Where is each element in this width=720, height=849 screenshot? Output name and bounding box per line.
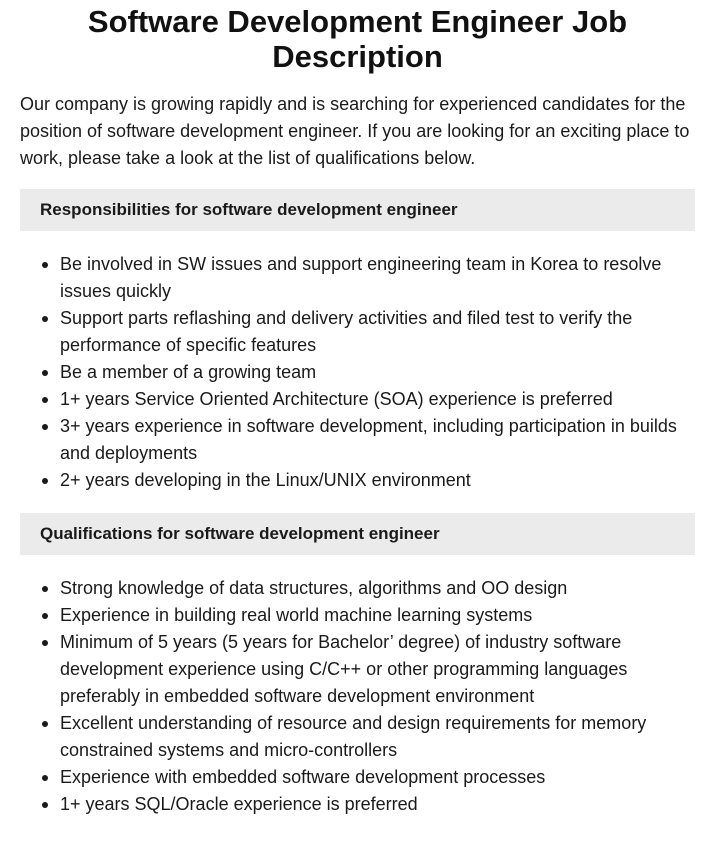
intro-paragraph: Our company is growing rapidly and is searching for experienced candidates for the position of software development engineer. If you are looking for an exciting place to work, please take a look at the list of qualifications below. [20,94,690,168]
list-item: 1+ years SQL/Oracle experience is preferred [20,791,695,818]
list-item: Excellent understanding of resource and design requirements for memory constrained systems and micro-controllers [20,710,695,764]
responsibilities-list [20,251,695,494]
list-item: Minimum of 5 years (5 years for Bachelor’ degree) of industry software development experience using C/C++ or other programming languages preferably in embedded software development environment [20,629,695,710]
list-item: Support parts reflashing and delivery activities and filed test to verify the performance of specific features [20,305,695,359]
qualifications-heading: Qualifications for software development engineer [20,513,695,555]
list-item: 1+ years Service Oriented Architecture (SOA) experience is preferred [20,386,695,413]
list-item: Experience in building real world machine learning systems [20,602,695,629]
list-item: Be a member of a growing team [20,359,695,386]
list-item: 3+ years experience in software development, including participation in builds and deployments [20,413,695,467]
list-item: Be involved in SW issues and support engineering team in Korea to resolve issues quickly [20,251,695,305]
responsibilities-heading: Responsibilities for software development engineer [20,189,695,231]
page-title: Software Development Engineer Job Description [87,4,628,74]
list-item: Experience with embedded software development processes [20,764,695,791]
list-item: Strong knowledge of data structures, algorithms and OO design [20,575,695,602]
qualifications-list [20,575,695,818]
list-item: 2+ years developing in the Linux/UNIX environment [20,467,695,494]
